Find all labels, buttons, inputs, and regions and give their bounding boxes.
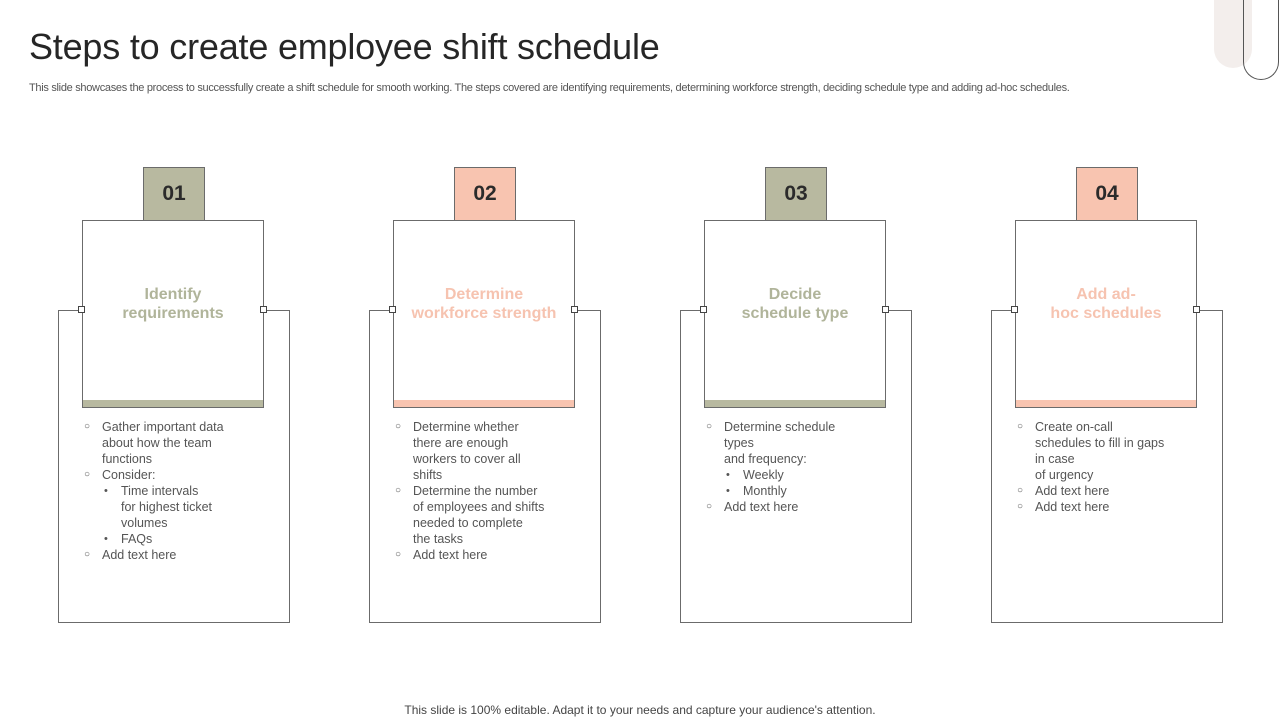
step-heading-line: hoc schedules (1050, 305, 1162, 322)
list-item: shifts (413, 468, 443, 482)
list-item: for highest ticket (121, 500, 213, 514)
step-details-list (1017, 419, 1217, 515)
connector-handle-left (1011, 306, 1018, 313)
list-item: of urgency (1035, 468, 1094, 482)
list-item: ○ Determine whether (395, 419, 595, 435)
step-heading-box (393, 220, 575, 408)
list-item: ○ Add text here (395, 547, 595, 563)
step-number-tab: 01 (143, 167, 205, 221)
sub-bullet-item: • Monthly (706, 483, 906, 499)
list-item: there are enough (413, 436, 509, 450)
step-heading (742, 285, 849, 323)
list-item: schedules to fill in gaps (1035, 436, 1165, 450)
step-details-list (706, 419, 906, 515)
connector-handle-right (260, 306, 267, 313)
connector-handle-left (78, 306, 85, 313)
step-heading-box (704, 220, 886, 408)
list-item: volumes (121, 516, 168, 530)
list-item: ○ Add text here (1017, 483, 1217, 499)
list-item: workers to cover all (413, 452, 521, 466)
step-accent-bar (394, 400, 574, 407)
list-item: ○ Create on-call (1017, 419, 1217, 435)
step-heading-line: Identify (144, 286, 202, 303)
step-accent-bar (1016, 400, 1196, 407)
step-accent-bar (83, 400, 263, 407)
list-item: of employees and shifts (413, 500, 545, 514)
step-accent-bar (705, 400, 885, 407)
step-heading (122, 285, 223, 323)
step-number-tab: 02 (454, 167, 516, 221)
list-item: functions (102, 452, 153, 466)
connector-handle-right (571, 306, 578, 313)
step-heading-line: workforce strength (411, 305, 557, 322)
sub-bullet-item: • Time intervals (84, 483, 284, 499)
list-item: ○ Consider: (84, 467, 284, 483)
connector-handle-left (389, 306, 396, 313)
step-card-01 (58, 167, 290, 623)
list-item: ○ Determine the number (395, 483, 595, 499)
step-number-tab: 03 (765, 167, 827, 221)
step-heading (1050, 285, 1161, 323)
step-details-list (395, 419, 595, 563)
corner-decoration-outline (1243, 0, 1279, 80)
sub-bullet-item: • Weekly (706, 467, 906, 483)
slide-footer: This slide is 100% editable. Adapt it to your needs and capture your audience's attention. (404, 703, 876, 717)
step-heading-line: requirements (122, 305, 224, 322)
step-heading-line: Determine (444, 286, 524, 303)
list-item: ○ Gather important data (84, 419, 284, 435)
step-number-tab: 04 (1076, 167, 1138, 221)
list-item: ○ Add text here (706, 499, 906, 515)
connector-handle-right (1193, 306, 1200, 313)
slide-subtitle: This slide showcases the process to successfully create a shift schedule for smooth working. The steps covered are identifying requirements, determining workforce strength, deciding schedule type and adding ad-hoc schedules. (29, 82, 1070, 94)
connector-handle-right (882, 306, 889, 313)
sub-bullet-item: • FAQs (84, 531, 284, 547)
list-item: and frequency: (724, 452, 807, 466)
list-item: needed to complete (413, 516, 523, 530)
step-card-03 (680, 167, 912, 623)
list-item: types (724, 436, 754, 450)
step-card-04 (991, 167, 1223, 623)
step-heading-line: Decide (768, 286, 822, 303)
step-card-02 (369, 167, 601, 623)
step-details-list (84, 419, 284, 563)
step-heading-line: Add ad- (1076, 286, 1136, 303)
list-item: ○ Determine schedule (706, 419, 906, 435)
slide-title: Steps to create employee shift schedule (29, 26, 660, 67)
step-heading-line: schedule type (741, 305, 849, 322)
list-item: in case (1035, 452, 1075, 466)
list-item: about how the team (102, 436, 212, 450)
step-heading-box (1015, 220, 1197, 408)
connector-handle-left (700, 306, 707, 313)
list-item: ○ Add text here (1017, 499, 1217, 515)
step-heading (412, 285, 557, 323)
list-item: the tasks (413, 532, 464, 546)
step-heading-box (82, 220, 264, 408)
list-item: ○ Add text here (84, 547, 284, 563)
